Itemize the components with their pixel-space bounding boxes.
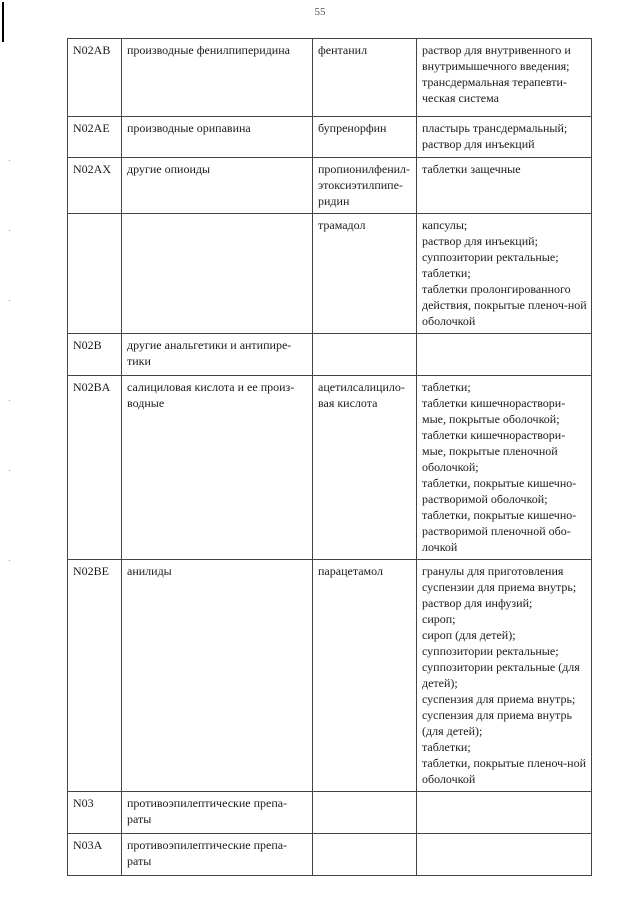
dosage-forms-cell xyxy=(417,334,592,376)
dosage-form: суспензия для приема внутрь; xyxy=(422,692,576,706)
dosage-form: раствор для внутривенного и внутримышечного введения; xyxy=(422,43,571,73)
drug-name-cell xyxy=(313,792,417,834)
group-name-cell: производные фенилпиперидина xyxy=(122,39,313,117)
drug-name-cell: бупренорфин xyxy=(313,117,417,158)
dosage-form: таблетки; xyxy=(422,740,471,754)
group-name-cell: салициловая кислота и ее произ-водные xyxy=(122,376,313,560)
scan-artifact xyxy=(9,560,10,561)
drug-name-cell xyxy=(313,334,417,376)
drug-name-cell: ацетилсалицило-вая кислота xyxy=(313,376,417,560)
dosage-form: таблетки кишечнораствори-мые, покрытые пленочной оболочкой; xyxy=(422,428,566,474)
drug-classification-table xyxy=(67,38,592,876)
group-name-cell: другие анальгетики и антипире-тики xyxy=(122,334,313,376)
dosage-form: раствор для инъекций xyxy=(422,137,535,151)
dosage-forms-cell xyxy=(417,792,592,834)
table-row xyxy=(68,158,592,214)
atc-code-cell: N02BE xyxy=(68,560,122,792)
dosage-form: таблетки; xyxy=(422,266,471,280)
group-name-cell: противоэпилептические препа-раты xyxy=(122,834,313,876)
atc-code-cell: N03A xyxy=(68,834,122,876)
atc-code-cell: N02AB xyxy=(68,39,122,117)
atc-code-cell: N03 xyxy=(68,792,122,834)
drug-name-cell: парацетамол xyxy=(313,560,417,792)
drug-name-cell: пропионилфенил-этоксиэтилпипе-ридин xyxy=(313,158,417,214)
drug-name-cell: трамадол xyxy=(313,214,417,334)
dosage-forms-cell xyxy=(417,117,592,158)
group-name-cell: анилиды xyxy=(122,560,313,792)
dosage-form: капсулы; xyxy=(422,218,468,232)
dosage-form: таблетки, покрытые пленоч-ной оболочкой xyxy=(422,756,587,786)
group-name-cell: другие опиоиды xyxy=(122,158,313,214)
atc-code-cell xyxy=(68,214,122,334)
dosage-form: сироп; xyxy=(422,612,456,626)
dosage-forms-cell xyxy=(417,39,592,117)
scan-artifact xyxy=(9,470,10,471)
dosage-form: гранулы для приготовления суспензии для приема внутрь; xyxy=(422,564,577,594)
drug-name-cell: фентанил xyxy=(313,39,417,117)
table-row xyxy=(68,792,592,834)
dosage-form: раствор для инфузий; xyxy=(422,596,533,610)
dosage-form: таблетки защечные xyxy=(422,162,521,176)
dosage-form: раствор для инъекций; xyxy=(422,234,538,248)
scan-artifact xyxy=(9,230,10,231)
page-number: 55 xyxy=(314,6,326,18)
dosage-form: суппозитории ректальные; xyxy=(422,250,559,264)
table-row xyxy=(68,376,592,560)
atc-code-cell: N02B xyxy=(68,334,122,376)
dosage-form: таблетки; xyxy=(422,380,471,394)
dosage-form: суспензия для приема внутрь (для детей); xyxy=(422,708,572,738)
dosage-form: таблетки пролонгированного действия, покрытые пленоч-ной оболочкой xyxy=(422,282,587,328)
dosage-form: таблетки кишечнораствори-мые, покрытые оболочкой; xyxy=(422,396,566,426)
dosage-form: сироп (для детей); xyxy=(422,628,516,642)
dosage-form: таблетки, покрытые кишечно-растворимой пленочной обо-лочкой xyxy=(422,508,577,554)
dosage-form: трансдермальная терапевти-ческая система xyxy=(422,75,567,105)
table-row xyxy=(68,560,592,792)
drug-name-cell xyxy=(313,834,417,876)
group-name-cell xyxy=(122,214,313,334)
atc-code-cell: N02BA xyxy=(68,376,122,560)
scan-artifact xyxy=(9,400,10,401)
scan-artifact xyxy=(9,160,10,161)
scan-artifact xyxy=(9,300,10,301)
dosage-form: пластырь трансдермальный; xyxy=(422,121,568,135)
table-row xyxy=(68,214,592,334)
dosage-form: таблетки, покрытые кишечно-растворимой оболочкой; xyxy=(422,476,577,506)
dosage-form: суппозитории ректальные; xyxy=(422,644,559,658)
atc-code-cell: N02AX xyxy=(68,158,122,214)
table-row xyxy=(68,334,592,376)
dosage-forms-cell xyxy=(417,376,592,560)
dosage-forms-cell xyxy=(417,214,592,334)
dosage-forms-cell xyxy=(417,834,592,876)
dosage-form: суппозитории ректальные (для детей); xyxy=(422,660,580,690)
dosage-forms-cell xyxy=(417,158,592,214)
group-name-cell: противоэпилептические препа-раты xyxy=(122,792,313,834)
group-name-cell: производные орипавина xyxy=(122,117,313,158)
table-row xyxy=(68,834,592,876)
atc-code-cell: N02AE xyxy=(68,117,122,158)
table-row xyxy=(68,117,592,158)
table-row xyxy=(68,39,592,117)
dosage-forms-cell xyxy=(417,560,592,792)
